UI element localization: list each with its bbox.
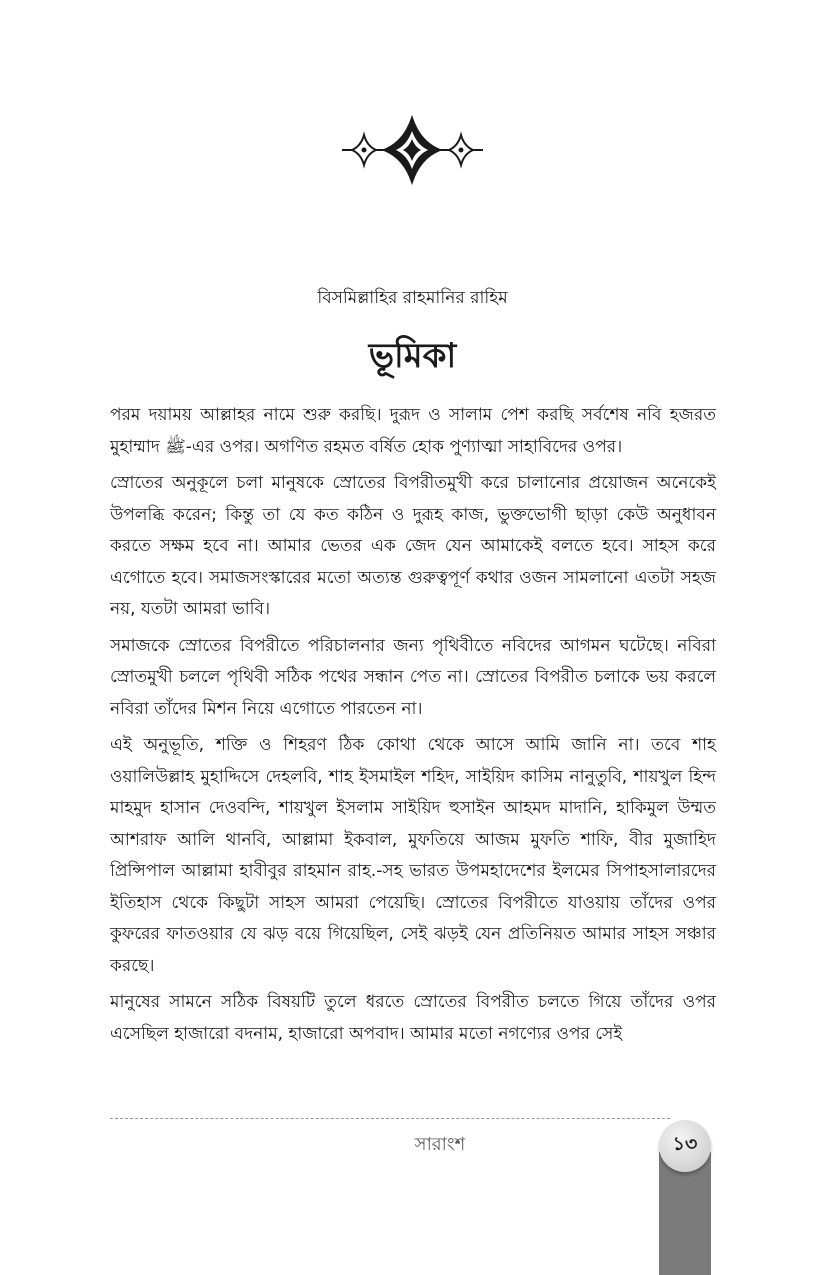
- page-number-badge: ১৩: [659, 1120, 711, 1172]
- paragraph-2: স্রোতের অনুকূলে চলা মানুষকে স্রোতের বিপরীতমুখী করে চালানোর প্রয়োজন অনেকেই উপলব্ধি করেন; কিন্তু তা যে কত কঠিন ও দুরূহ কাজ, ভুক্তভোগী ছাড়া কেউ অনুধাবন করতে সক্ষম হবে না। আমার ভেতর এক জেদ যেন আমাকেই বলতে হবে। সাহস করে এগোতে হবে। সমাজসংস্কারের মতো অত্যন্ত গুরুত্বপূর্ণ কথার ওজন সামলানো এতটা সহজ নয়, যতটা আমরা ভাবি।: [110, 473, 716, 619]
- page-title: ভূমিকা: [368, 336, 457, 376]
- paragraph-1: পরম দয়াময় আল্লাহর নামে শুরু করছি। দুরূদ ও সালাম পেশ করছি সর্বশেষ নবি হজরত মুহাম্মাদ ﷺ-এর ওপর। অগণিত রহমত বর্ষিত হোক পুণ্যাত্মা সাহাবিদের ওপর।: [110, 405, 716, 457]
- star-diamond-ornament-icon: [340, 115, 485, 185]
- paragraph-4: এই অনুভূতি, শক্তি ও শিহরণ ঠিক কোথা থেকে আসে আমি জানি না। তবে শাহ ওয়ালিউল্লাহ মুহাদ্দিসে দেহলবি, শাহ ইসমাইল শহিদ, সাইয়িদ কাসিম নানুতুবি, শায়খুল হিন্দ মাহমুদ হাসান দেওবন্দি, শায়খুল ইসলাম সাইয়িদ হুসাইন আহমদ মাদানি, হাকিমুল উম্মত আশরাফ আলি থানবি, আল্লামা ইকবাল, মুফতিয়ে আজম মুফতি শাফি, বীর মুজাহিদ প্রিন্সিপাল আল্লামা হাবীবুর রাহমান রাহ.-সহ ভারত উপমহাদেশের ইলমের সিপাহসালারদের ইতিহাস থেকে কিছুটা সাহস আমরা পেয়েছি। স্রোতের বিপরীতে যাওয়ায় তাঁদের ওপর কুফরের ফাতওয়ার যে ঝড় বয়ে গিয়েছিল, সেই ঝড়ই যেন প্রতিনিয়ত আমার সাহস সঞ্চার করছে।: [110, 735, 716, 976]
- body-text: [110, 400, 716, 1055]
- bismillah-line: বিসমিল্লাহির রাহমানির রাহিম: [317, 288, 508, 308]
- footer-book-title: সারাংশ: [414, 1134, 466, 1155]
- footer-divider: [110, 1118, 670, 1119]
- paragraph-5: মানুষের সামনে সঠিক বিষয়টি তুলে ধরতে স্রোতের বিপরীত চলতে গিয়ে তাঁদের ওপর এসেছিল হাজারো বদনাম, হাজারো অপবাদ। আমার মতো নগণ্যের ওপর সেই: [110, 992, 716, 1044]
- paragraph-3: সমাজকে স্রোতের বিপরীতে পরিচালনার জন্য পৃথিবীতে নবিদের আগমন ঘটেছে। নবিরা স্রোতমুখী চললে পৃথিবী সঠিক পথের সন্ধান পেত না। স্রোতের বিপরীত চলাকে ভয় করলে নবিরা তাঁদের মিশন নিয়ে এগোতে পারতেন না।: [110, 635, 716, 719]
